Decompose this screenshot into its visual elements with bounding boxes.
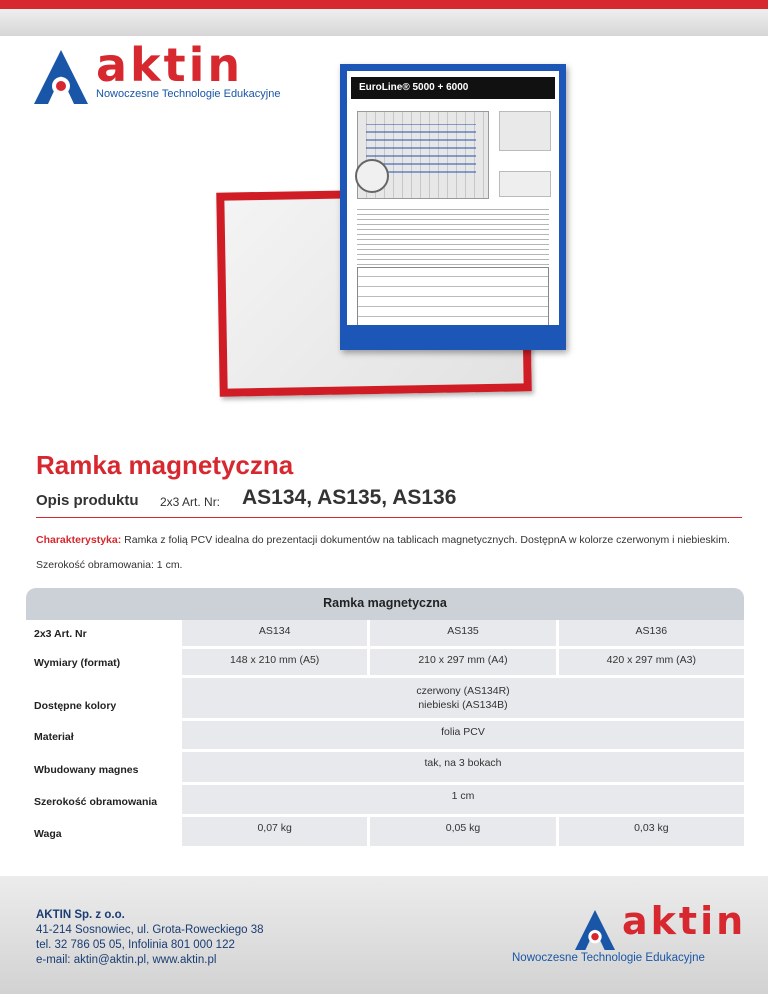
aktin-logo-mark-icon xyxy=(572,908,618,952)
poster-footer xyxy=(347,325,559,343)
aktin-logo-mark-icon xyxy=(30,48,92,106)
footer-logo xyxy=(510,896,750,980)
table-cell: 420 x 297 mm (A3) xyxy=(559,649,744,675)
color-option: niebieski (AS134B) xyxy=(418,699,508,711)
description-key: Charakterystyka: xyxy=(36,534,122,546)
contact-block xyxy=(36,908,264,968)
poster-detail-photo xyxy=(499,171,551,197)
table-row xyxy=(26,649,744,675)
company-phone: tel. 32 786 05 05, Infolinia 801 000 122 xyxy=(36,939,235,951)
table-cell: AS135 xyxy=(370,620,555,646)
table-cell: 0,05 kg xyxy=(370,817,555,846)
row-label: Dostępne kolory xyxy=(26,678,178,718)
color-option: czerwony (AS134R) xyxy=(416,685,510,697)
row-label: Wbudowany magnes xyxy=(26,752,178,782)
art-numbers: AS134, AS135, AS136 xyxy=(242,486,457,509)
row-label: Materiał xyxy=(26,721,178,749)
table-title: Ramka magnetyczna xyxy=(26,588,744,620)
top-band xyxy=(0,0,768,36)
blue-frame xyxy=(340,64,566,350)
company-address: 41-214 Sosnowiec, ul. Grota-Roweckiego 38 xyxy=(36,924,264,936)
table-row xyxy=(26,620,744,646)
table-cell: tak, na 3 bokach xyxy=(182,752,744,782)
row-label: Szerokość obramowania xyxy=(26,785,178,814)
poster-detail-photo xyxy=(499,111,551,151)
table-cell: folia PCV xyxy=(182,721,744,749)
footer-logo-tagline: Nowoczesne Technologie Edukacyjne xyxy=(512,952,705,964)
footer-logo-wordmark: aktin xyxy=(622,899,747,943)
company-name: AKTIN Sp. z o.o. xyxy=(36,909,125,921)
section-label: Opis produktu xyxy=(36,492,139,509)
table-cell: 210 x 297 mm (A4) xyxy=(370,649,555,675)
table-cell: 0,07 kg xyxy=(182,817,367,846)
page-title: Ramka magnetyczna xyxy=(36,450,294,480)
logo-tagline: Nowoczesne Technologie Edukacyjne xyxy=(96,88,281,100)
row-label: Wymiary (format) xyxy=(26,649,178,675)
row-label: 2x3 Art. Nr xyxy=(26,620,178,646)
art-label: 2x3 Art. Nr: xyxy=(160,495,221,509)
table-cell: AS136 xyxy=(559,620,744,646)
table-cell: 0,03 kg xyxy=(559,817,744,846)
table-cell: AS134 xyxy=(182,620,367,646)
company-email: e-mail: aktin@aktin.pl, www.aktin.pl xyxy=(36,954,217,966)
product-photo xyxy=(218,60,568,400)
table-row xyxy=(26,752,744,782)
product-description xyxy=(36,528,736,578)
table-row xyxy=(26,785,744,814)
logo-wordmark: aktin xyxy=(96,38,244,92)
table-row xyxy=(26,678,744,718)
product-subheading xyxy=(36,486,742,518)
poster-magnifier xyxy=(355,159,389,193)
table-row xyxy=(26,721,744,749)
poster-table xyxy=(357,267,549,327)
table-cell: 1 cm xyxy=(182,785,744,814)
table-cell xyxy=(182,678,744,718)
page-footer xyxy=(0,876,768,994)
description-text: Ramka z folią PCV idealna do prezentacji dokumentów na tablicach magnetycznych. DostępnA w kolorze czerwonym i niebieskim. Szerokość obramowania: 1 cm. xyxy=(36,534,730,571)
row-label: Waga xyxy=(26,817,178,846)
table-cell: 148 x 210 mm (A5) xyxy=(182,649,367,675)
table-row xyxy=(26,817,744,846)
spec-table xyxy=(26,588,744,848)
poster-title: EuroLine® 5000 + 6000 xyxy=(351,77,555,99)
